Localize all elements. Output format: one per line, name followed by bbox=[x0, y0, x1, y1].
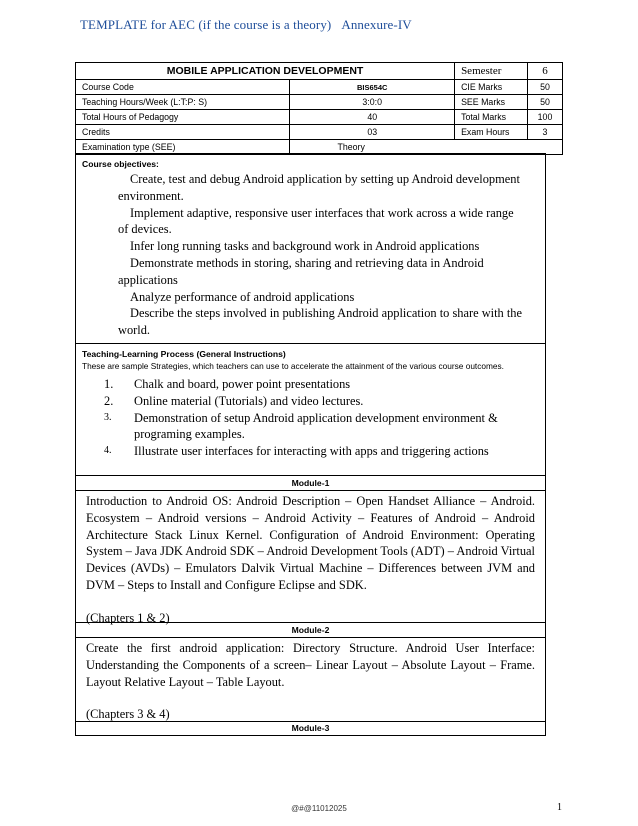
module-2-section bbox=[75, 622, 546, 722]
template-title: TEMPLATE for AEC (if the course is a theory) bbox=[80, 17, 332, 32]
objective-item: Infer long running tasks and background work in Android applications bbox=[130, 239, 480, 254]
exam-type-value: Theory bbox=[290, 140, 563, 155]
semester-value: 6 bbox=[528, 63, 563, 80]
exam-type-label: Examination type (SEE) bbox=[76, 140, 290, 155]
total-marks-label: Total Marks bbox=[455, 110, 528, 125]
semester-label: Semester bbox=[455, 63, 528, 80]
objectives-list bbox=[76, 171, 545, 339]
objective-item: Create, test and debug Android application by setting up Android development environment. bbox=[118, 172, 520, 203]
objectives-heading: Course objectives: bbox=[82, 159, 159, 169]
credits-label: Credits bbox=[76, 125, 290, 140]
teaching-list bbox=[76, 376, 545, 460]
module-3-heading: Module-3 bbox=[291, 723, 330, 733]
cie-marks-value: 50 bbox=[528, 80, 563, 95]
objective-item: Implement adaptive, responsive user interfaces that work across a wide range of devices. bbox=[118, 205, 514, 237]
list-item: 2. Online material (Tutorials) and video lectures. bbox=[104, 393, 364, 408]
see-marks-label: SEE Marks bbox=[455, 95, 528, 110]
module-2-heading: Module-2 bbox=[76, 623, 545, 638]
objective-item: Describe the steps involved in publishing Android application to share with the world. bbox=[118, 306, 522, 338]
module-2-chapters: (Chapters 3 & 4) bbox=[86, 707, 170, 722]
see-marks-value: 50 bbox=[528, 95, 563, 110]
teaching-hours-label: Teaching Hours/Week (L:T:P: S) bbox=[76, 95, 290, 110]
module-1-section bbox=[75, 475, 546, 623]
page-number: 1 bbox=[557, 802, 562, 813]
annexure-label: Annexure-IV bbox=[341, 17, 412, 32]
teaching-hours-value: 3:0:0 bbox=[290, 95, 455, 110]
credits-value: 03 bbox=[290, 125, 455, 140]
course-code-value: BIS654C bbox=[290, 80, 455, 95]
module-1-body: Introduction to Android OS: Android Description – Open Handset Alliance – Android. Ecosystem – Android versions – Android Activity – Features of Android – Android Architecture Stack Linux Kernel. Configuration of Android Environment: Operating System – Java JDK Android SDK – Android Development Tools (ADT) – Android Virtual Devices (AVDs) – Emulators Dalvik Virtual Machine – Differences between JVM and DVM – Steps to Install and Configure Eclipse and SDK. (Chapters 1 & 2) bbox=[86, 494, 535, 625]
course-title: MOBILE APPLICATION DEVELOPMENT bbox=[76, 63, 455, 80]
exam-hours-value: 3 bbox=[528, 125, 563, 140]
list-item: 4. Illustrate user interfaces for interacting with apps and triggering actions bbox=[104, 444, 489, 459]
pedagogy-hours-value: 40 bbox=[290, 110, 455, 125]
page-header bbox=[80, 17, 412, 33]
footer-watermark: @#@11012025 bbox=[291, 804, 347, 813]
module-3-section bbox=[75, 721, 546, 736]
objective-item: Demonstrate methods in storing, sharing and retrieving data in Android applications bbox=[118, 255, 484, 287]
teaching-heading: Teaching-Learning Process (General Instructions) bbox=[82, 349, 286, 359]
teaching-subtitle: These are sample Strategies, which teachers can use to accelerate the attainment of the various course outcomes. bbox=[82, 361, 504, 371]
module-1-heading: Module-1 bbox=[76, 476, 545, 491]
exam-hours-label: Exam Hours bbox=[455, 125, 528, 140]
cie-marks-label: CIE Marks bbox=[455, 80, 528, 95]
course-objectives-section bbox=[75, 153, 546, 344]
pedagogy-hours-label: Total Hours of Pedagogy bbox=[76, 110, 290, 125]
course-code-label: Course Code bbox=[76, 80, 290, 95]
course-info-table bbox=[75, 62, 563, 155]
module-2-body: Create the first android application: Directory Structure. Android User Interface: Understanding the Components of a screen– Linear Layout – Absolute Layout – Frame. Layout Relative Layout – Table Layout. (Chapters 3 & 4) bbox=[86, 641, 535, 722]
list-item: 3. Demonstration of setup Android application development environment & programing examples. bbox=[104, 410, 498, 442]
objective-item: Analyze performance of android applications bbox=[130, 289, 355, 304]
module-1-chapters: (Chapters 1 & 2) bbox=[86, 610, 170, 625]
list-item: 1. Chalk and board, power point presentations bbox=[104, 377, 351, 391]
total-marks-value: 100 bbox=[528, 110, 563, 125]
teaching-learning-section bbox=[75, 343, 546, 476]
